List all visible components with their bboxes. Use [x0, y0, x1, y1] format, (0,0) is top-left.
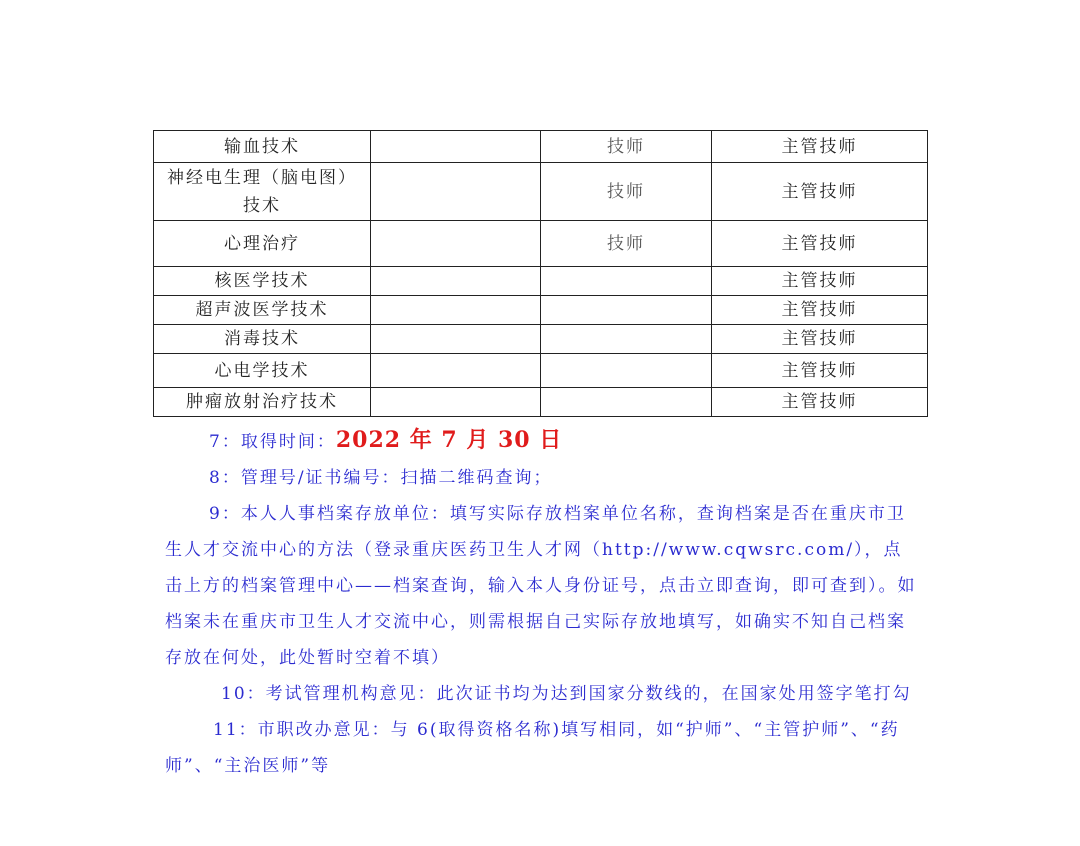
junior-title-cell — [541, 388, 712, 417]
qualification-table — [153, 130, 928, 417]
table-row — [154, 131, 928, 163]
acquisition-date: 2022 年 7 月 30 日 — [335, 427, 563, 453]
empty-cell — [371, 131, 541, 163]
junior-title-cell: 技师 — [541, 163, 712, 221]
table-row — [154, 325, 928, 354]
junior-title-cell: 技师 — [541, 131, 712, 163]
note-9: 9：本人人事档案存放单位：填写实际存放档案单位名称，查询档案是否在重庆市卫生人才交流中心的方法（登录重庆医药卫生人才网（http://www.cqwsrc.com/），点击上方的档案管理中心——档案查询，输入本人身份证号，点击立即查询，即可查到）。如档案未在重庆市卫生人才交流中心，则需根据自己实际存放地填写，如确实不知自己档案存放在何处，此处暂时空着不填） — [165, 504, 917, 668]
table-row — [154, 296, 928, 325]
intermediate-title-cell: 主管技师 — [712, 131, 928, 163]
junior-title-cell — [541, 325, 712, 354]
specialty-cell: 核医学技术 — [154, 267, 371, 296]
note-8: 8：管理号/证书编号：扫描二维码查询； — [209, 468, 553, 488]
specialty-cell: 肿瘤放射治疗技术 — [154, 388, 371, 417]
specialty-cell: 心理治疗 — [154, 221, 371, 267]
intermediate-title-cell: 主管技师 — [712, 221, 928, 267]
empty-cell — [371, 163, 541, 221]
empty-cell — [371, 388, 541, 417]
table-row — [154, 163, 928, 221]
empty-cell — [371, 221, 541, 267]
specialty-line-1: 神经电生理（脑电图） — [167, 167, 357, 188]
specialty-cell: 输血技术 — [154, 131, 371, 163]
instruction-notes — [165, 422, 917, 784]
table-row — [154, 388, 928, 417]
specialty-cell: 超声波医学技术 — [154, 296, 371, 325]
intermediate-title-cell: 主管技师 — [712, 388, 928, 417]
intermediate-title-cell: 主管技师 — [712, 163, 928, 221]
empty-cell — [371, 296, 541, 325]
junior-title-cell — [541, 267, 712, 296]
specialty-cell: 心电学技术 — [154, 354, 371, 388]
table-row — [154, 354, 928, 388]
note-7 — [165, 422, 917, 460]
specialty-cell — [154, 163, 371, 221]
empty-cell — [371, 267, 541, 296]
table-row — [154, 221, 928, 267]
intermediate-title-cell: 主管技师 — [712, 296, 928, 325]
table-row — [154, 267, 928, 296]
note-10: 10：考试管理机构意见：此次证书均为达到国家分数线的，在国家处用签字笔打勾 — [221, 684, 912, 704]
intermediate-title-cell: 主管技师 — [712, 267, 928, 296]
specialty-line-2: 技术 — [243, 195, 281, 216]
intermediate-title-cell: 主管技师 — [712, 354, 928, 388]
junior-title-cell — [541, 296, 712, 325]
junior-title-cell: 技师 — [541, 221, 712, 267]
empty-cell — [371, 325, 541, 354]
note-11: 11：市职改办意见：与 6(取得资格名称)填写相同，如“护师”、“主管护师”、“药师”、“主治医师”等 — [165, 720, 900, 776]
junior-title-cell — [541, 354, 712, 388]
empty-cell — [371, 354, 541, 388]
note-7-label: 7：取得时间： — [209, 432, 336, 452]
intermediate-title-cell: 主管技师 — [712, 325, 928, 354]
specialty-cell: 消毒技术 — [154, 325, 371, 354]
